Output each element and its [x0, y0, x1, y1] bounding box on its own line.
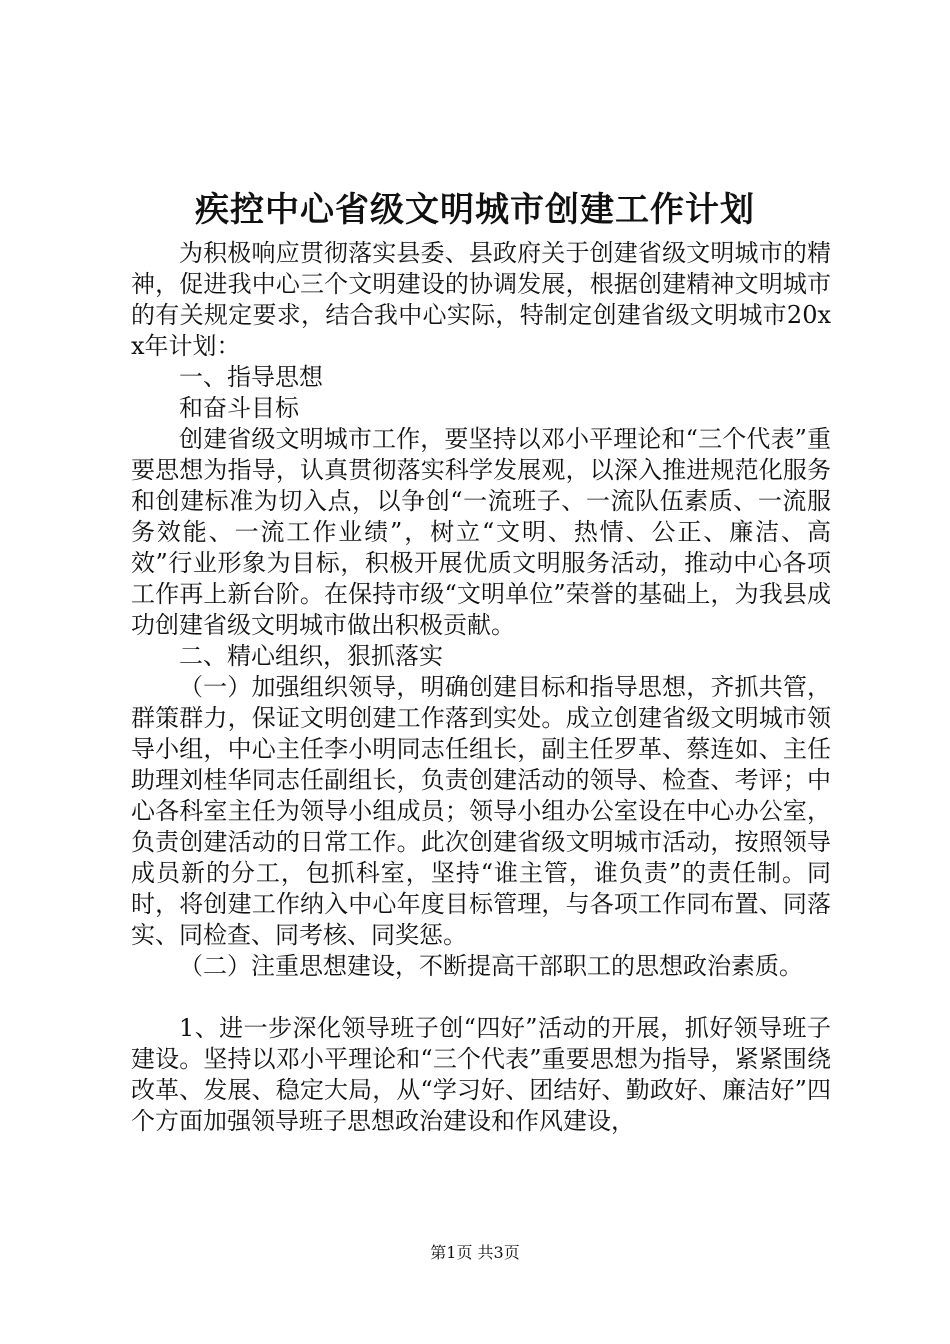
section-heading-2: 二、精心组织，狠抓落实	[179, 642, 443, 670]
section-heading-1-cont: 和奋斗目标	[179, 394, 299, 422]
paragraph-gap	[131, 982, 831, 1013]
section-heading-1: 一、指导思想	[179, 363, 323, 391]
paragraph-organization: （一）加强组织领导，明确创建目标和指导思想，齐抓共管，群策群力，保证文明创建工作落到实处。成立创建省级文明城市领导小组，中心主任李小明同志任组长，副主任罗革、蔡连如、主任助理刘桂华同志任副组长，负责创建活动的领导、检查、考评；中心各科室主任为领导小组成员；领导小组办公室设在中心办公室，负责创建活动的日常工作。此次创建省级文明城市活动，按照领导成员新的分工，包抓科室，坚持“谁主管，谁负责”的责任制。同时，将创建工作纳入中心年度目标管理，与各项工作同布置、同落实、同检查、同考核、同奖惩。	[131, 673, 831, 949]
document-body	[131, 238, 831, 1137]
paragraph-guidance: 创建省级文明城市工作，要坚持以邓小平理论和“三个代表”重要思想为指导，认真贯彻落实科学发展观，以深入推进规范化服务和创建标准为切入点，以争创“一流班子、一流队伍素质、一流服务效能、一流工作业绩”，树立“文明、热情、公正、廉洁、高效”行业形象为目标，积极开展优质文明服务活动，推动中心各项工作再上新台阶。在保持市级“文明单位”荣誉的基础上，为我县成功创建省级文明城市做出积极贡献。	[131, 425, 831, 639]
paragraph-intro: 为积极响应贯彻落实县委、县政府关于创建省级文明城市的精神，促进我中心三个文明建设的协调发展，根据创建精神文明城市的有关规定要求，结合我中心实际，特制定创建省级文明城市20xx年计划：	[131, 239, 831, 360]
paragraph-item-1: 1、进一步深化领导班子创“四好”活动的开展，抓好领导班子建设。坚持以邓小平理论和“三个代表”重要思想为指导，紧紧围绕改革、发展、稳定大局，从“学习好、团结好、勤政好、廉洁好”四个方面加强领导班子思想政治建设和作风建设，	[131, 1014, 831, 1135]
document-title: 疾控中心省级文明城市创建工作计划	[195, 190, 755, 230]
page-footer: 第1页 共3页	[430, 1243, 520, 1262]
subsection-heading-2: （二）注重思想建设，不断提高干部职工的思想政治素质。	[179, 952, 803, 980]
